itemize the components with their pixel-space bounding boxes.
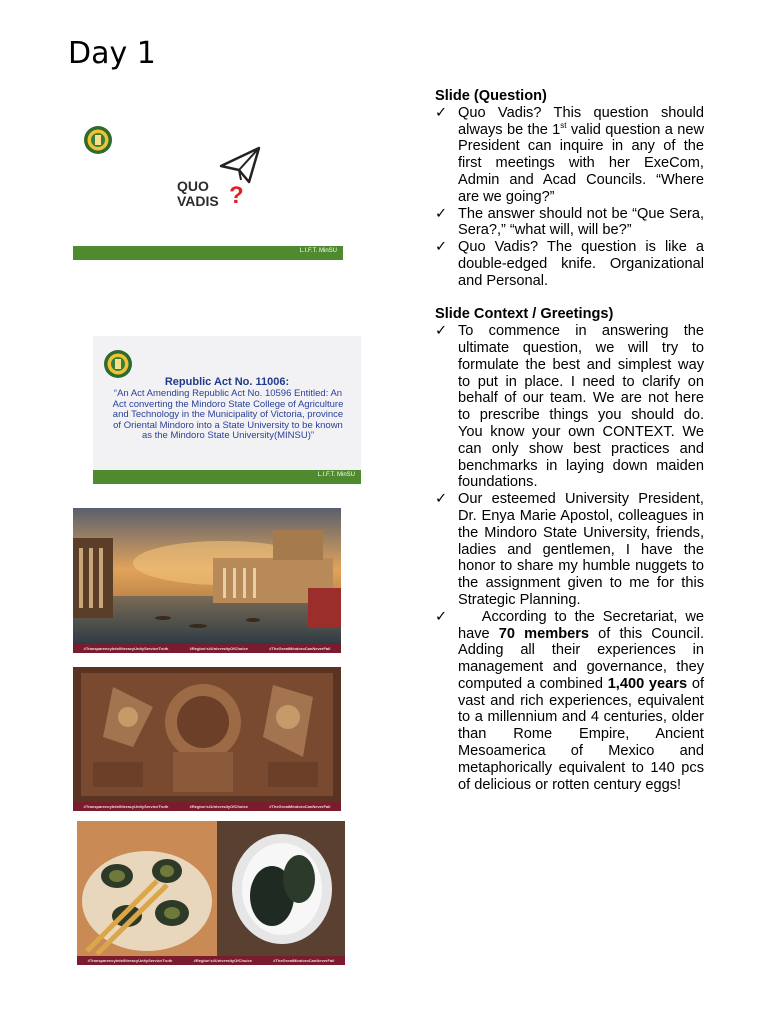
check-icon: ✓ — [435, 104, 448, 121]
check-icon: ✓ — [435, 205, 448, 222]
hashtag-transparency: #TransparencyIntelliteracyUnityServiceTruth — [87, 958, 173, 963]
slide-footer-tag: L.I.F.T. MinSU — [317, 472, 355, 478]
hashtag-region: #Region's#UniversityOfChoice — [189, 646, 248, 651]
bullet-quo-vadis-question — [435, 105, 704, 206]
check-icon: ✓ — [435, 239, 448, 256]
notes-column — [435, 88, 704, 793]
hashtag-transparency: #TransparencyIntelliteracyUnityServiceTruth — [83, 804, 169, 809]
hashtag-region: #Region's#UniversityOfChoice — [193, 958, 252, 963]
bullet-text: The answer should not be “Que Sera, Sera?,” “what will, will be?” — [458, 205, 704, 239]
hashtag-region: #Region's#UniversityOfChoice — [189, 804, 248, 809]
bullet-double-edged — [435, 239, 704, 289]
bullet-commence — [435, 323, 704, 491]
slide-quo-vadis — [73, 108, 343, 260]
university-seal-icon — [83, 125, 113, 155]
hashtag-mindoro: #TheGreatMindoroCanNeverFail — [269, 646, 331, 651]
bullet-text: According to the Secretariat, we have 70 members of this Council. Adding all their experiences in management and governance, they computed a combined 1,400 years of vast and rich experiences, equivalent to a millennium and 4 centuries, older than Rome Empire, Ancient Mesoamerica of Mexico and metaphorically equivalent to 140 pcs of delicious or rotten century eggs! — [458, 608, 704, 793]
question-mark: ? — [229, 182, 244, 209]
slide-hashtag-bar — [73, 802, 341, 811]
section-heading-context: Slide Context / Greetings) — [435, 306, 614, 323]
members-count: 70 members — [498, 625, 590, 642]
slide-century-eggs-image — [77, 821, 345, 965]
ancient-city-illustration — [73, 508, 341, 644]
section-heading-question: Slide (Question) — [435, 88, 547, 104]
hashtag-transparency: #TransparencyIntelliteracyUnityServiceTruth — [83, 646, 169, 651]
slide-hashtag-bar — [77, 956, 345, 965]
bullet-greetings — [435, 491, 704, 609]
bullet-text: To commence in answering the ultimate question, we will try to formulate the best and simplest way to put in place. I need to clarify on behalf of our team. We are not here to prescribe things you should do. You know your own CONTEXT. We can only show best practices and benchmarks in laying down maiden foundations. — [458, 323, 704, 491]
hashtag-mindoro: #TheGreatMindoroCanNeverFail — [273, 958, 335, 963]
bullet-text: Quo Vadis? The question is like a double-edged knife. Organizational and Personal. — [458, 239, 704, 289]
century-eggs-illustration — [77, 821, 345, 956]
superscript-st: st — [560, 120, 567, 130]
paper-plane-icon — [219, 146, 261, 184]
slide-footer-bar — [93, 470, 361, 484]
university-seal-icon — [103, 349, 133, 379]
check-icon: ✓ — [435, 491, 448, 508]
bullet-secretariat — [435, 609, 704, 794]
years-total: 1,400 years — [607, 675, 688, 692]
slide-ancient-city-image — [73, 508, 341, 653]
bullet-que-sera — [435, 206, 704, 240]
check-icon: ✓ — [435, 608, 448, 625]
hashtag-mindoro: #TheGreatMindoroCanNeverFail — [269, 804, 331, 809]
slide-mesoamerican-carving-image — [73, 667, 341, 811]
republic-act-title: Republic Act No. 11006: — [164, 376, 290, 388]
check-icon: ✓ — [435, 323, 448, 340]
bullet-text: Our esteemed University President, Dr. Enya Marie Apostol, colleagues in the Mindoro State University, friends, ladies and gentlemen, I have the honor to share my humble nuggets to the assignment given to me for this Strategic Planning. — [458, 491, 704, 608]
page-title: Day 1 — [68, 36, 156, 71]
slide-footer-tag: L.I.F.T. MinSU — [299, 248, 337, 254]
bullet-text: Quo Vadis? This question should always be the 1st valid question a new President can inquire in any of the first meetings with her ExeCom, Admin and Acad Councils. “Where are we going?” — [458, 104, 704, 205]
slide-hashtag-bar — [73, 644, 341, 653]
slide-footer-bar — [73, 246, 343, 260]
mesoamerican-carving-illustration — [73, 667, 341, 802]
slide-republic-act — [93, 336, 361, 484]
slide-quo-text: QUO VADIS — [177, 178, 219, 209]
republic-act-text: “An Act Amending Republic Act No. 10596 Entitled: An Act converting the Mindoro State College of Agriculture and Technology in the Municipality of Victoria, province of Oriental Mindoro into a State University to be known as the Mindoro State University(MINSU)” — [112, 388, 344, 441]
